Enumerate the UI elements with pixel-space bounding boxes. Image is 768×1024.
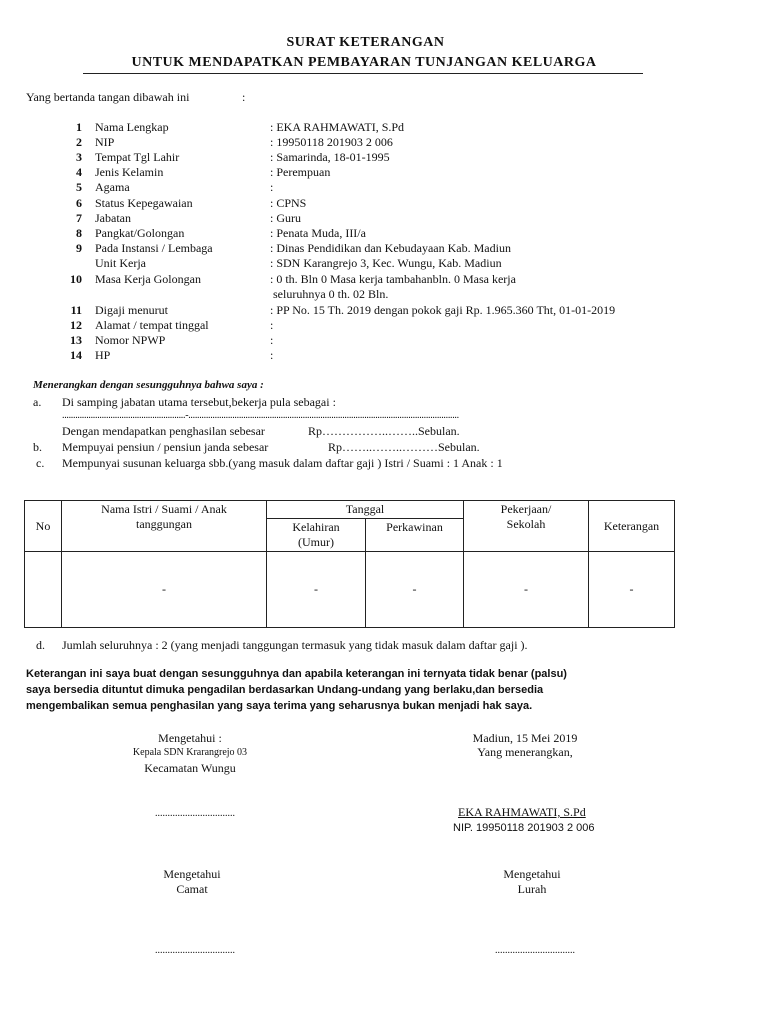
family-table — [24, 500, 675, 628]
field-value: : EKA RAHMAWATI, S.Pd — [270, 120, 405, 134]
col-header-kelahiran-line1: Kelahiran — [292, 520, 340, 534]
field-label: Nomor NPWP — [95, 333, 166, 347]
col-header-pekerjaan-line2: Sekolah — [506, 517, 546, 531]
col-header-name-line2: tanggungan — [136, 517, 192, 531]
sign-right-name: EKA RAHMAWATI, S.Pd — [458, 805, 586, 819]
field-number: 6 — [76, 196, 82, 210]
field-label: Nama Lengkap — [95, 120, 169, 134]
field-value: : — [270, 348, 274, 362]
col-header-perkawinan: Perkawinan — [366, 519, 464, 552]
field-value: : — [270, 318, 274, 332]
field-value: : 0 th. Bln 0 Masa kerja tambahanbln. 0 Masa kerja — [270, 272, 516, 286]
sign-right-nip: NIP. 19950118 201903 2 006 — [453, 822, 595, 834]
item-a-dots: ........................................................-........................................................................................................................... — [62, 410, 459, 421]
field-number: 14 — [70, 348, 82, 362]
field-label: Status Kepegawaian — [95, 196, 193, 210]
field-label: Jenis Kelamin — [95, 165, 164, 179]
item-d-letter: d. — [36, 638, 45, 652]
cell-pekerjaan: - — [464, 552, 589, 628]
col-header-no: No — [25, 501, 62, 552]
field-value: : — [270, 333, 274, 347]
field-value: : Guru — [270, 211, 301, 225]
cell-no — [25, 552, 62, 628]
cell-keterangan: - — [589, 552, 675, 628]
document-subtitle: UNTUK MENDAPATKAN PEMBAYARAN TUNJANGAN KELUARGA — [131, 55, 597, 70]
field-label: Pada Instansi / Lembaga — [95, 241, 213, 255]
closing-line-3: mengembalikan semua penghasilan yang saya terima yang seharusnya bukan menjadi hak saya. — [26, 700, 533, 712]
field-number: 8 — [76, 226, 82, 240]
field-value: : CPNS — [270, 196, 307, 210]
field-number: 7 — [76, 211, 82, 225]
field-label: NIP — [95, 135, 115, 149]
intro-label: Yang bertanda tangan dibawah ini — [26, 90, 190, 104]
field-value: : SDN Karangrejo 3, Kec. Wungu, Kab. Madiun — [270, 256, 502, 270]
item-d-text: Jumlah seluruhnya : 2 (yang menjadi tanggungan termasuk yang tidak masuk dalam daftar gaji ). — [62, 638, 528, 652]
col-header-pekerjaan-line1: Pekerjaan/ — [500, 502, 552, 516]
field-label: Tempat Tgl Lahir — [95, 150, 180, 164]
col-header-name-line1: Nama Istri / Suami / Anak — [101, 502, 227, 516]
item-a-letter: a. — [33, 395, 42, 409]
sign-left-label: Mengetahui : — [158, 731, 222, 745]
field-value: : 19950118 201903 2 006 — [270, 135, 393, 149]
field-value: : Penata Muda, III/a — [270, 226, 366, 240]
field-label: Jabatan — [95, 211, 131, 225]
col-header-name — [62, 501, 267, 552]
item-b-text: Mempuyai pensiun / pensiun janda sebesar — [62, 440, 269, 454]
sign-lurah-role: Lurah — [517, 882, 547, 896]
cell-name: - — [62, 552, 267, 628]
sign-camat-role: Camat — [176, 882, 208, 896]
item-c-letter: c. — [36, 456, 45, 470]
field-label: Unit Kerja — [95, 256, 146, 270]
item-a-income-amount: Rp……………..……..Sebulan. — [308, 424, 460, 438]
field-label: HP — [95, 348, 111, 362]
field-number: 13 — [70, 333, 82, 347]
sign-left-place: Kecamatan Wungu — [144, 761, 236, 775]
field-value: : PP No. 15 Th. 2019 dengan pokok gaji Rp. 1.965.360 Tht, 01-01-2019 — [270, 303, 616, 317]
field-number: 5 — [76, 180, 82, 194]
field-number: 4 — [76, 165, 82, 179]
sign-right-label: Yang menerangkan, — [477, 745, 573, 759]
field-value: : Dinas Pendidikan dan Kebudayaan Kab. Madiun — [270, 241, 511, 255]
closing-line-1: Keterangan ini saya buat dengan sesungguhnya dan apabila keterangan ini ternyata tidak benar (palsu) — [26, 668, 567, 680]
field-value-continued: seluruhnya 0 th. 02 Bln. — [273, 287, 389, 301]
sign-left-line: ................................ — [155, 808, 235, 819]
field-number: 2 — [76, 135, 82, 149]
sign-camat-label: Mengetahui — [163, 867, 221, 881]
closing-line-2: saya bersedia dituntut dimuka pengadilan berdasarkan Undang-undang yang berlaku,dan bersedia — [26, 684, 544, 696]
field-value: : Samarinda, 18-01-1995 — [270, 150, 390, 164]
sign-lurah-label: Mengetahui — [503, 867, 561, 881]
field-value: : Perempuan — [270, 165, 331, 179]
title-underline — [83, 73, 643, 74]
table-row — [25, 552, 675, 628]
cell-perkawinan: - — [366, 552, 464, 628]
intro-colon: : — [242, 90, 246, 104]
document-title: SURAT KETERANGAN — [286, 35, 445, 50]
statement-heading: Menerangkan dengan sesungguhnya bahwa saya : — [33, 379, 264, 391]
field-number: 12 — [70, 318, 82, 332]
item-c-text: Mempunyai susunan keluarga sbb.(yang masuk dalam daftar gaji ) Istri / Suami : 1 Anak : 1 — [62, 456, 503, 470]
col-header-keterangan: Keterangan — [589, 501, 675, 552]
field-label: Pangkat/Golongan — [95, 226, 185, 240]
col-header-tanggal: Tanggal — [267, 501, 464, 519]
sign-camat-line: ................................ — [155, 945, 235, 956]
cell-kelahiran: - — [267, 552, 366, 628]
field-number: 1 — [76, 120, 82, 134]
item-b-amount: Rp……..……..………Sebulan. — [328, 440, 480, 454]
sign-right-date: Madiun, 15 Mei 2019 — [472, 731, 578, 745]
field-value: : — [270, 180, 274, 194]
field-label: Digaji menurut — [95, 303, 168, 317]
sign-left-role: Kepala SDN Krarangrejo 03 — [132, 747, 248, 758]
item-a-text: Di samping jabatan utama tersebut,bekerja pula sebagai : — [62, 395, 336, 409]
field-label: Alamat / tempat tinggal — [95, 318, 209, 332]
field-number: 11 — [70, 303, 82, 317]
item-b-letter: b. — [33, 440, 42, 454]
item-a-income: Dengan mendapatkan penghasilan sebesar — [62, 424, 265, 438]
field-number: 3 — [76, 150, 82, 164]
col-header-kelahiran-line2: (Umur) — [298, 535, 334, 549]
field-number: 10 — [70, 272, 82, 286]
field-label: Agama — [95, 180, 130, 194]
field-label: Masa Kerja Golongan — [95, 272, 201, 286]
col-header-pekerjaan — [464, 501, 589, 552]
col-header-kelahiran — [267, 519, 366, 552]
field-number: 9 — [76, 241, 82, 255]
sign-lurah-line: ................................ — [495, 945, 575, 956]
